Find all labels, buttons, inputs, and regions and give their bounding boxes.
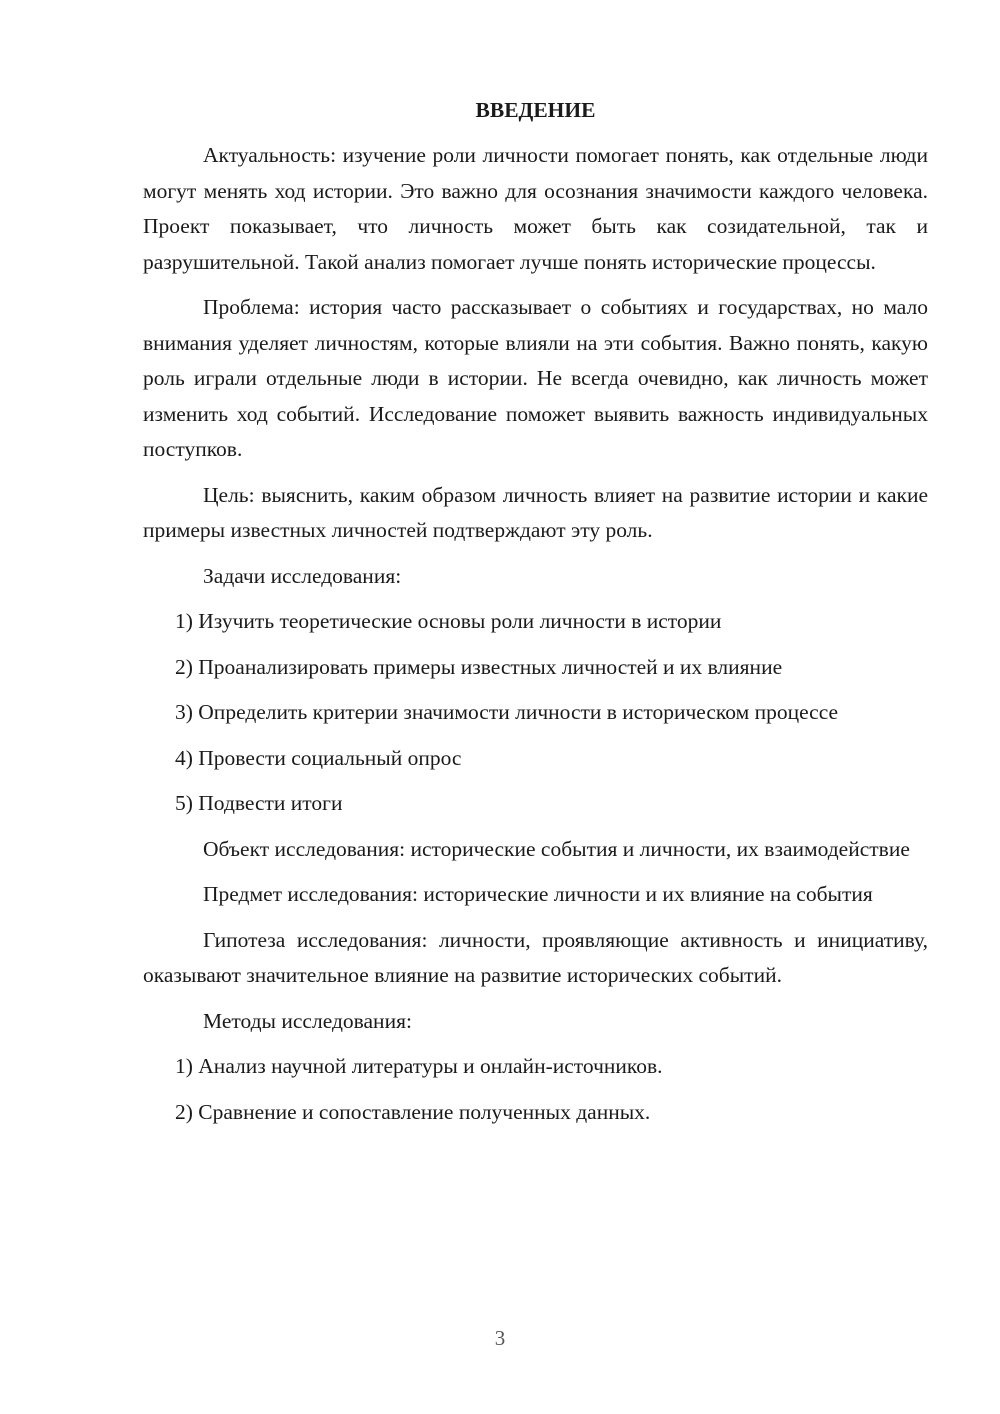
paragraph: Цель: выяснить, каким образом личность влияет на развитие истории и какие примеры известных личностей подтверждают эту роль.	[143, 482, 928, 542]
page-number: 3	[494, 1326, 506, 1350]
document-body	[143, 138, 928, 1130]
paragraph: Объект исследования: исторические события и личности, их взаимодействие	[203, 836, 910, 861]
paragraph: Предмет исследования: исторические личности и их влияние на события	[203, 882, 873, 906]
list-item: 3) Определить критерии значимости личности в историческом процессе	[175, 700, 839, 724]
list-item: 1) Анализ научной литературы и онлайн-источников.	[175, 1054, 663, 1078]
paragraph: Методы исследования:	[203, 1008, 412, 1033]
paragraph: Актуальность: изучение роли личности помогает понять, как отдельные люди могут менять ход истории. Это важно для осознания значимости каждого человека. Проект показывает, что личность может быть как созидательной, так и разрушительной. Такой анализ помогает лучше понять исторические процессы.	[143, 143, 928, 274]
list-item: 2) Сравнение и сопоставление полученных данных.	[175, 1099, 651, 1124]
list-item: 5) Подвести итоги	[175, 791, 343, 815]
list-item: 1) Изучить теоретические основы роли личности в истории	[175, 609, 722, 633]
paragraph: Проблема: история часто рассказывает о событиях и государствах, но мало внимания уделяет личностям, которые влияли на эти события. Важно понять, какую роль играли отдельные люди в истории. Не всегда очевидно, как личность может изменить ход событий. Исследование поможет выявить важность индивидуальных поступков.	[143, 295, 928, 461]
list-item: 4) Провести социальный опрос	[175, 745, 462, 770]
paragraph: Задачи исследования:	[203, 563, 402, 588]
paragraph: Гипотеза исследования: личности, проявляющие активность и инициативу, оказывают значительное влияние на развитие исторических событий.	[143, 927, 928, 987]
list-item: 2) Проанализировать примеры известных личностей и их влияние	[175, 654, 783, 679]
section-title: ВВЕДЕНИЕ	[475, 98, 596, 122]
document-page	[143, 92, 928, 1140]
